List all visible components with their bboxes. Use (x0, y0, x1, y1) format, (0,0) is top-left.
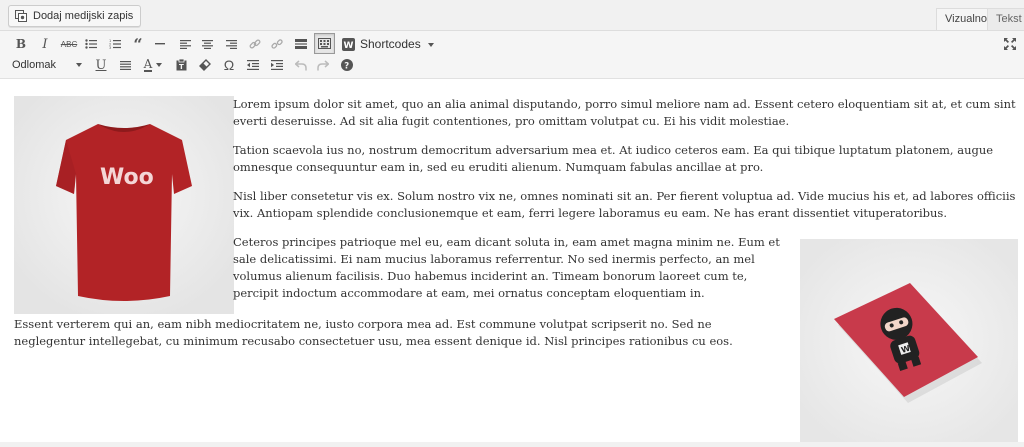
underline-icon: U (95, 57, 107, 73)
paragraph: Tation scaevola ius no, nostrum democritum adversarium mea et. At iudico ceteros eam. Ea qui tibique luptatum platonem, augue omnesque consequuntur eam in, sed eu eruditi alienum. Numquam fabulas ancillae at pro. (233, 143, 994, 174)
ninja-poster-image[interactable] (800, 239, 1018, 442)
insert-link-button[interactable] (246, 34, 264, 54)
tab-text[interactable]: Tekst (987, 8, 1024, 30)
svg-text:?: ? (344, 61, 350, 71)
strikethrough-icon: ABC (60, 39, 78, 49)
undo-button[interactable] (292, 55, 310, 75)
outdent-button[interactable] (244, 55, 262, 75)
unlink-icon (271, 38, 283, 50)
tshirt-picture (14, 96, 234, 314)
italic-button[interactable]: I (42, 36, 48, 52)
keyboard-icon (318, 38, 331, 49)
editor-top-bar (0, 0, 1024, 30)
numbered-list-icon (109, 39, 121, 49)
svg-text:W: W (900, 343, 912, 355)
svg-text:1: 1 (109, 39, 112, 43)
link-icon (249, 38, 261, 50)
indent-icon (271, 60, 283, 70)
editor-content[interactable] (0, 79, 1024, 442)
woocommerce-shortcode-button[interactable] (340, 34, 356, 54)
chevron-down-icon (76, 63, 82, 67)
clear-formatting-button[interactable] (196, 55, 214, 75)
numbered-list-button[interactable] (106, 34, 124, 54)
text-color-icon: A (143, 57, 153, 71)
paragraph: Lorem ipsum dolor sit amet, quo an alia animal disputando, porro simul meliore nam ad. Essent cetero eloquentiam sit at, et cum sint everti deseruisse. Ad sit alia fugit contentiones, pro omittam volutpat cu. Ei his vidit molestiae. (233, 97, 1016, 128)
paragraph: Nisl liber consetetur vis ex. Solum nostro vix ne, omnes nominati sit an. Per fierent voluptua ad. Vide mucius his et, ad labores officiis vix. Antiopam splendide conclusionemque et eam, ferri legere laboramus eu eam. Ne has erant dissentiet vituperatoribus. (233, 189, 1016, 220)
insert-more-button[interactable] (292, 34, 310, 54)
blockquote-button[interactable] (128, 34, 148, 54)
strikethrough-button[interactable] (58, 34, 80, 54)
paragraph-format-select[interactable] (12, 57, 86, 74)
media-icon (15, 10, 28, 22)
justify-button[interactable] (116, 55, 134, 75)
indent-button[interactable] (268, 55, 286, 75)
horizontal-line-button[interactable] (152, 34, 168, 54)
special-character-button[interactable] (220, 55, 238, 75)
align-left-icon (180, 40, 191, 49)
format-select-value: Odlomak (12, 59, 57, 71)
svg-text:3: 3 (109, 46, 112, 49)
justify-icon (120, 61, 131, 70)
editor-frame (0, 30, 1024, 442)
omega-icon: Ω (223, 57, 235, 73)
tshirt-image[interactable] (14, 96, 234, 314)
outdent-icon (247, 60, 259, 70)
underline-button[interactable] (92, 55, 110, 75)
redo-icon (317, 60, 329, 71)
horizontal-line-icon (155, 43, 165, 45)
shortcodes-dropdown[interactable] (360, 37, 434, 51)
ninja-poster-picture (800, 239, 1018, 442)
align-right-button[interactable] (222, 34, 240, 54)
align-center-button[interactable] (198, 34, 216, 54)
align-left-button[interactable] (176, 34, 194, 54)
chevron-down-icon (428, 43, 434, 47)
eraser-icon (199, 59, 211, 71)
text-color-button[interactable] (140, 55, 166, 75)
paste-text-icon (176, 59, 187, 71)
add-media-label: Dodaj medijski zapis (33, 10, 134, 22)
help-icon (341, 59, 353, 71)
tshirt-print-text: Woo (100, 165, 154, 190)
toolbar-toggle-button[interactable] (314, 33, 335, 54)
paste-as-text-button[interactable] (172, 55, 190, 75)
quote-icon: “ (133, 34, 143, 54)
distraction-free-button[interactable] (1002, 34, 1018, 54)
svg-text:T: T (178, 63, 184, 71)
read-more-icon (295, 39, 307, 49)
redo-button[interactable] (314, 55, 332, 75)
align-center-icon (202, 40, 213, 49)
remove-link-button[interactable] (268, 34, 286, 54)
tab-visual[interactable]: Vizualno (936, 8, 996, 30)
align-right-icon (226, 40, 237, 49)
add-media-button[interactable] (8, 5, 141, 27)
bold-button[interactable]: B (15, 37, 27, 51)
svg-text:2: 2 (109, 42, 112, 47)
bullet-list-icon (85, 39, 97, 49)
bullet-list-button[interactable] (82, 34, 100, 54)
woocommerce-icon (342, 38, 355, 51)
keyboard-shortcuts-button[interactable] (338, 55, 356, 75)
svg-text:W: W (343, 40, 353, 51)
fullscreen-icon (1004, 38, 1016, 50)
paragraph: Ceteros principes patrioque mel eu, eam dicant soluta in, eam amet magna minim ne. Eum et sale delicatissimi. Ei nam mucius laboramus referrentur. No sed inermis perfecto, an mel volumus alienum facilisis. Duo habemus inciderint an. Timeam bonorum laoreet cum te, percipit indoctum accommodare at eam, mei ornatus conceptam eloquentiam in. (233, 235, 780, 300)
chevron-down-icon (156, 63, 162, 67)
shortcodes-label: Shortcodes (360, 37, 421, 51)
editor-toolbar (0, 31, 1024, 79)
undo-icon (295, 60, 307, 71)
paragraph: Essent verterem qui an, eam nibh mediocritatem ne, iusto corpora mea ad. Est commune volutpat scripserit no. Sed ne neglegentur intellegebat, cu minimum recusabo consectetuer usu, mea essent denique id. Nisl principes rationibus cu eos. (14, 317, 733, 348)
